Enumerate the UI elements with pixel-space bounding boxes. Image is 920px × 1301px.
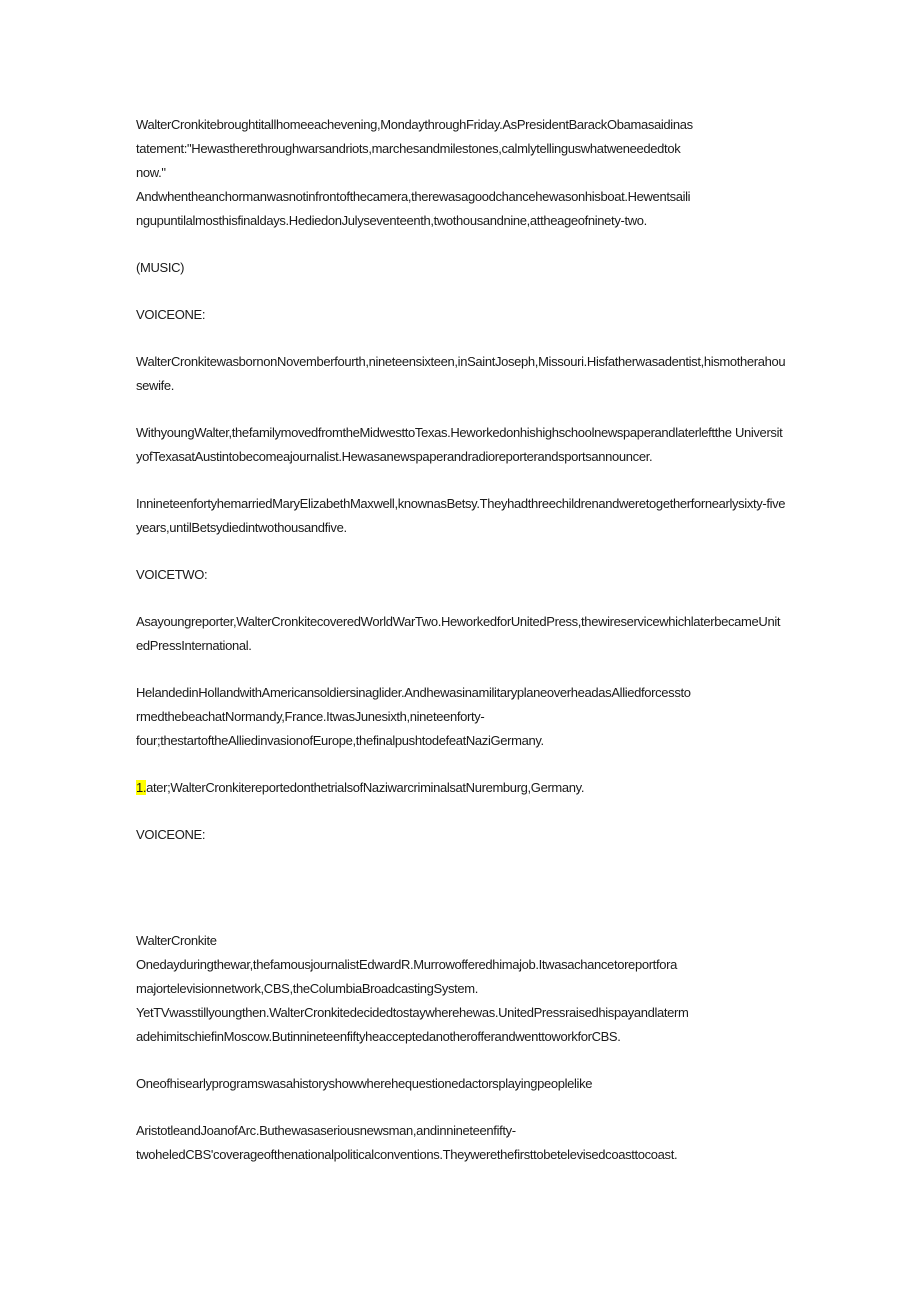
paragraph-intro: [136, 113, 786, 233]
paragraph-texas: WithyoungWalter,thefamilymovedfromtheMidwesttoTexas.Heworkedonhishighschoolnewspaperandlaterleftthe UniversityofTexasatAustintobecomeajournalist.Hewasanewspaperandradioreporterandsportsannouncer.: [136, 425, 783, 464]
text-line: HelandedinHollandwithAmericansoldiersinaglider.AndhewasinamilitaryplaneoverheadasAlliedforcessto: [136, 685, 691, 700]
paragraph-nuremburg: [136, 776, 786, 800]
speaker-label: VOICEONE:: [136, 827, 206, 842]
paragraph-war-reporter: Asayoungreporter,WalterCronkitecoveredWorldWarTwo.HeworkedforUnitedPress,thewireservicewhichlaterbecameUnitedPressInternational.: [136, 614, 781, 653]
paragraph-conventions: [136, 1119, 786, 1167]
paragraph-birth: WalterCronkitewasbornonNovemberfourth,nineteensixteen,inSaintJoseph,Missouri.Hisfatherwasadentist,hismotherahousewife.: [136, 354, 786, 393]
blank-space: [136, 847, 786, 929]
text-line: majortelevisionnetwork,CBS,theColumbiaBroadcastingSystem.: [136, 981, 479, 996]
text-line: YetTVwasstillyoungthen.WalterCronkitedecidedtostaywherehewas.UnitedPressraisedhispayandlaterm: [136, 1005, 689, 1020]
paragraph-nuremburg-text: ater;WalterCronkitereportedonthetrialsofNaziwarcriminalsatNuremburg,Germany.: [146, 780, 585, 795]
text-line: now.": [136, 165, 166, 180]
text-line: four;thestartoftheAlliedinvasionofEurope,thefinalpushtodefeatNaziGermany.: [136, 733, 544, 748]
text-line: twoheledCBS'coverageofthenationalpoliticalconventions.Theywerethefirsttobetelevisedcoasttocoast.: [136, 1147, 678, 1162]
document-body: [136, 113, 786, 1190]
text-line: Andwhentheanchormanwasnotinfrontofthecamera,therewasagoodchancehewasonhisboat.Hewentsaili: [136, 189, 691, 204]
paragraph-normandy: [136, 681, 786, 753]
paragraph-cbs-offer: [136, 929, 786, 1049]
paragraph-history-show: Oneofhisearlyprogramswasahistoryshowwherehequestionedactorsplayingpeoplelike: [136, 1076, 593, 1091]
text-line: adehimitschiefinMoscow.ButinnineteenfiftyheacceptedanotherofferandwenttoworkforCBS.: [136, 1029, 621, 1044]
music-cue: (MUSIC): [136, 260, 185, 275]
text-line: WalterCronkitebroughtitallhomeeachevening,MondaythroughFriday.AsPresidentBarackObamasaidinas: [136, 117, 693, 132]
highlighted-text: 1.: [136, 780, 147, 795]
paragraph-marriage: InnineteenfortyhemarriedMaryElizabethMaxwell,knownasBetsy.Theyhadthreechildrenandweretogetherfornearlysixty-fiveyears,untilBetsydiedintwothousandfive.: [136, 496, 786, 535]
speaker-label: VOICETWO:: [136, 567, 208, 582]
text-line: tatement:"Hewastherethroughwarsandriots,marchesandmilestones,calmlytellinguswhatweneededtok: [136, 141, 681, 156]
text-line: AristotleandJoanofArc.Buthewasaseriousnewsman,andinnineteenfifty-: [136, 1123, 516, 1138]
text-line: ngupuntilalmosthisfinaldays.HediedonJulyseventeenth,twothousandnine,attheageofninety-two.: [136, 213, 647, 228]
text-line: rmedthebeachatNormandy,France.ItwasJunesixth,nineteenforty-: [136, 709, 485, 724]
speaker-label: VOICEONE:: [136, 307, 206, 322]
text-line: WalterCronkite: [136, 933, 217, 948]
text-line: Onedayduringthewar,thefamousjournalistEdwardR.Murrowofferedhimajob.Itwasachancetoreportfora: [136, 957, 677, 972]
